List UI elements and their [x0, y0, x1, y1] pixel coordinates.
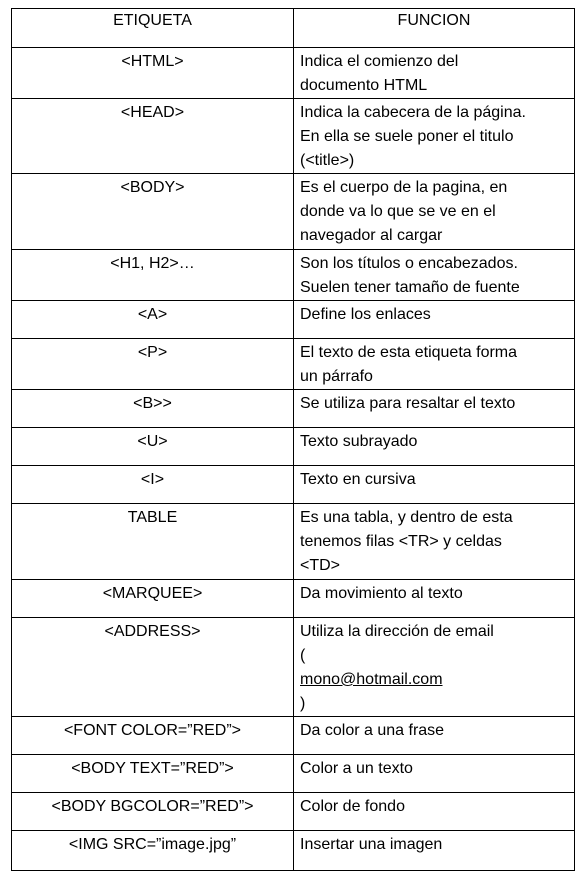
- header-funcion: FUNCION: [294, 9, 575, 48]
- tag-text: <H1, H2>…: [110, 255, 195, 272]
- table-row: [12, 174, 575, 250]
- table-row: [12, 580, 575, 618]
- table-row: [12, 99, 575, 174]
- function-cell: [294, 174, 575, 250]
- function-line: Indica el comienzo del: [300, 53, 459, 70]
- tag-text: <BODY TEXT=”RED”>: [71, 760, 234, 777]
- function-cell: [294, 99, 575, 174]
- tag-cell: [12, 717, 294, 755]
- table-row: [12, 428, 575, 466]
- function-line: Son los títulos o encabezados.: [300, 255, 518, 272]
- function-line: documento HTML: [300, 77, 428, 94]
- table-row: [12, 755, 575, 793]
- tag-text: <MARQUEE>: [102, 585, 203, 602]
- table-row: [12, 301, 575, 339]
- paren-open: (: [300, 647, 306, 664]
- tag-text: <U>: [137, 433, 168, 450]
- tag-cell: [12, 504, 294, 580]
- function-line: Color a un texto: [300, 760, 413, 777]
- header-etiqueta: ETIQUETA: [12, 9, 294, 48]
- function-cell: [294, 618, 575, 717]
- tag-text: <FONT COLOR=”RED”>: [63, 722, 242, 739]
- tag-cell: [12, 831, 294, 871]
- tag-text: <I>: [140, 471, 165, 488]
- tag-cell: [12, 174, 294, 250]
- function-line: Es el cuerpo de la pagina, en: [300, 179, 508, 196]
- function-line: Utiliza la dirección de email: [300, 623, 494, 640]
- tag-text: <P>: [137, 344, 168, 361]
- function-cell: [294, 301, 575, 339]
- table-row: [12, 618, 575, 717]
- function-cell: [294, 831, 575, 871]
- function-cell: [294, 717, 575, 755]
- function-cell: [294, 466, 575, 504]
- tag-cell: [12, 428, 294, 466]
- function-line: Suelen tener tamaño de fuente: [300, 279, 520, 296]
- function-cell: [294, 428, 575, 466]
- function-cell: [294, 390, 575, 428]
- function-line: Color de fondo: [300, 798, 405, 815]
- function-line: [300, 644, 568, 716]
- tag-cell: [12, 755, 294, 793]
- function-line: un párrafo: [300, 368, 373, 385]
- tag-cell: [12, 48, 294, 99]
- table-row: [12, 466, 575, 504]
- header-row: [12, 9, 575, 48]
- function-line: En ella se suele poner el titulo: [300, 128, 514, 145]
- table-row: [12, 831, 575, 871]
- tag-cell: [12, 793, 294, 831]
- function-line: donde va lo que se ve en el: [300, 203, 496, 220]
- tag-cell: [12, 99, 294, 174]
- tag-text: <BODY>: [120, 179, 185, 196]
- function-line: Es una tabla, y dentro de esta: [300, 509, 513, 526]
- tag-cell: [12, 339, 294, 390]
- html-tags-table: [11, 8, 575, 871]
- table-row: [12, 48, 575, 99]
- table-row: [12, 793, 575, 831]
- function-line: tenemos filas <TR> y celdas: [300, 533, 502, 550]
- tag-text: <BODY BGCOLOR=”RED”>: [51, 798, 254, 815]
- function-cell: [294, 504, 575, 580]
- tag-cell: [12, 580, 294, 618]
- table-row: [12, 250, 575, 301]
- tag-cell: [12, 618, 294, 717]
- function-cell: [294, 48, 575, 99]
- function-line: (<title>): [300, 152, 355, 169]
- function-line: El texto de esta etiqueta forma: [300, 344, 518, 361]
- tag-cell: [12, 390, 294, 428]
- tag-cell: [12, 466, 294, 504]
- tag-text: <B>>: [133, 395, 172, 412]
- tag-text: <A>: [137, 306, 168, 323]
- function-line: Texto subrayado: [300, 433, 418, 450]
- table-row: [12, 504, 575, 580]
- tag-text: <HEAD>: [120, 104, 185, 121]
- tag-text: <HTML>: [121, 53, 184, 70]
- table-row: [12, 717, 575, 755]
- table-row: [12, 390, 575, 428]
- tag-text: TABLE: [127, 509, 178, 526]
- function-line: Da movimiento al texto: [300, 585, 463, 602]
- function-line: Texto en cursiva: [300, 471, 416, 488]
- function-line: Se utiliza para resaltar el texto: [300, 395, 516, 412]
- table-row: [12, 339, 575, 390]
- function-line: <TD>: [300, 557, 341, 574]
- function-cell: [294, 580, 575, 618]
- function-line: navegador al cargar: [300, 227, 443, 244]
- function-line: Define los enlaces: [300, 306, 431, 323]
- tag-cell: [12, 250, 294, 301]
- function-line: Indica la cabecera de la página.: [300, 104, 526, 121]
- function-cell: [294, 755, 575, 793]
- tag-cell: [12, 301, 294, 339]
- paren-close: ): [300, 695, 306, 712]
- tag-text: <ADDRESS>: [104, 623, 201, 640]
- function-line: Insertar una imagen: [300, 836, 443, 853]
- email-link[interactable]: mono@hotmail.com: [300, 671, 443, 688]
- function-cell: [294, 793, 575, 831]
- function-cell: [294, 250, 575, 301]
- function-cell: [294, 339, 575, 390]
- function-line: Da color a una frase: [300, 722, 445, 739]
- tag-text: <IMG SRC=”image.jpg”: [68, 836, 237, 853]
